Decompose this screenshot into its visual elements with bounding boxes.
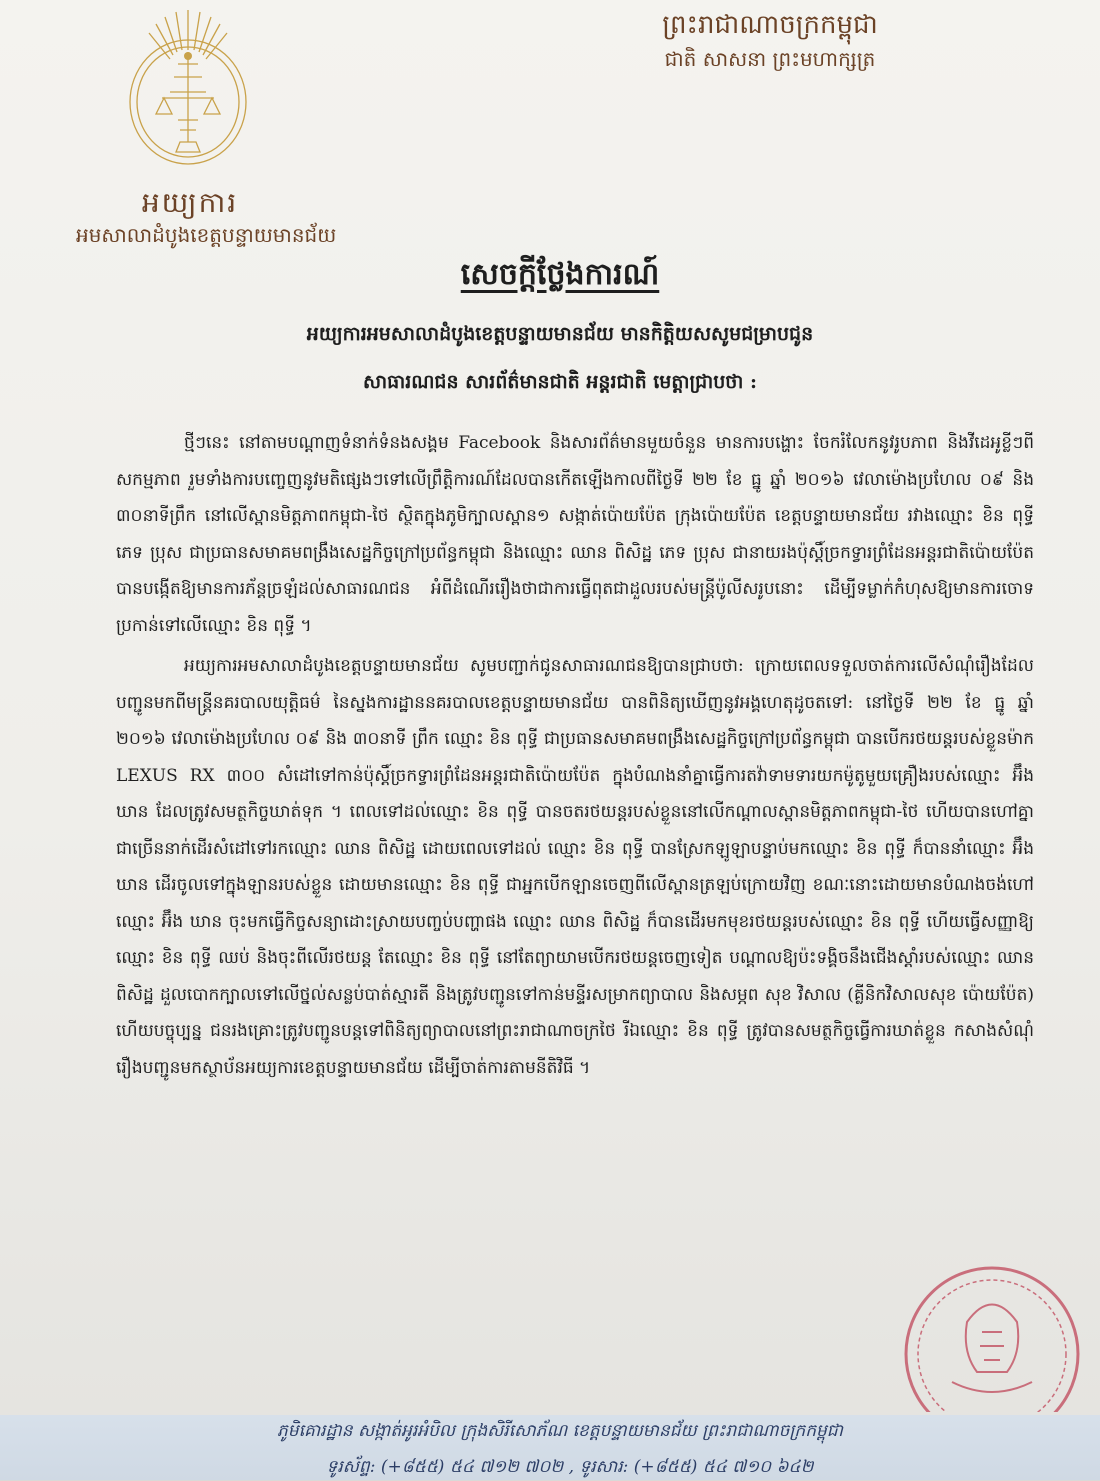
subtitle-line-1: អយ្យការអមសាលាដំបូងខេត្តបន្ទាយមានជ័យ មានកិត្តិយសសូមជម្រាបជូន: [306, 323, 814, 345]
footer-contact: ទូរស័ព្ទ: (+៨៥៥) ៥៤ ៧១២ ៧០២ , ទូរសារ: (+៨៥៥) ៥៤ ៧១០ ៦៤២: [326, 1457, 814, 1477]
national-motto: ជាតិ សាសនា ព្រះមហាក្សត្រ: [664, 47, 876, 71]
subtitle-line-2: សាធារណជន សារព័ត៌មានជាតិ អន្តរជាតិ មេត្តាជ្រាបថា :: [363, 371, 757, 393]
official-seal-icon: [872, 1262, 1082, 1412]
document-title: សេចក្តីថ្លែងការណ៍: [460, 257, 660, 292]
royal-emblem-icon: [118, 2, 258, 170]
ministry-subtitle: អមសាលាដំបូងខេត្តបន្ទាយមានជ័យ: [76, 223, 337, 247]
statement-body: [116, 425, 1034, 1090]
ministry-name: អយ្យការ: [141, 186, 239, 219]
kingdom-heading: ព្រះរាជាណាចក្រកម្ពុជា: [662, 10, 878, 40]
paragraph-1: ថ្មីៗនេះ នៅតាមបណ្តាញទំនាក់ទំនងសង្គម Facebook និងសារព័ត៌មានមួយចំនួន មានការបង្ហោះ ចែករំលែកនូវរូបភាព និងវីដេអូខ្លីៗពីសកម្មភាព រួមទាំងការបញ្ចេញនូវមតិផ្សេងៗទៅលើព្រឹត្តិការណ៍ដែលបានកើតឡើងកាលពីថ្ងៃទី ២២ ខែ ធ្នូ ឆ្នាំ ២០១៦ វេលាម៉ោងប្រហែល ០៩ និង ៣០នាទីព្រឹក នៅលើស្ពានមិត្តភាពកម្ពុជា-ថៃ ស្ថិតក្នុងភូមិក្បាលស្ពាន១ សង្កាត់ប៉ោយប៉ែត ក្រុងប៉ោយប៉ែត ខេត្តបន្ទាយមានជ័យ រវាងឈ្មោះ ខិន ពុទ្ធី ភេទ ប្រុស ជាប្រធានសមាគមពង្រឹងសេដ្ឋកិច្ចក្រៅប្រព័ន្ធកម្ពុជា និងឈ្មោះ ឈាន ពិសិដ្ឋ ភេទ ប្រុស ជានាយរងប៉ុស្តិ៍ច្រកទ្វារព្រំដែនអន្តរជាតិប៉ោយប៉ែត បានបង្កើតឱ្យមានការភ័ន្តច្រឡំដល់សាធារណជន អំពីដំណើររឿងថាជាការធ្វើពុតជាដួលរបស់មន្ត្រីប៉ូលីសរូបនោះ ដើម្បីទម្លាក់កំហុសឱ្យមានការចោទប្រកាន់ទៅលើឈ្មោះ ខិន ពុទ្ធី ។: [116, 433, 1034, 636]
paragraph-2: អយ្យការអមសាលាដំបូងខេត្តបន្ទាយមានជ័យ សូមបញ្ជាក់ជូនសាធារណជនឱ្យបានជ្រាបថា: ក្រោយពេលទទួលចាត់ការលើសំណុំរឿងដែលបញ្ជូនមកពីមន្ត្រីនគរបាលយុត្តិធម៌ នៃស្នងការដ្ឋាននគរបាលខេត្តបន្ទាយមានជ័យ បានពិនិត្យឃើញនូវអង្គហេតុដូចតទៅ: នៅថ្ងៃទី ២២ ខែ ធ្នូ ឆ្នាំ ២០១៦ វេលាម៉ោងប្រហែល ០៩ និង ៣០នាទី ព្រឹក ឈ្មោះ ខិន ពុទ្ធី ជាប្រធានសមាគមពង្រឹងសេដ្ឋកិច្ចក្រៅប្រព័ន្ធកម្ពុជា បានបើករថយន្តរបស់ខ្លួនម៉ាក LEXUS RX ៣០០ សំដៅទៅកាន់ប៉ុស្តិ៍ច្រកទ្វារព្រំដែនអន្តរជាតិប៉ោយប៉ែត ក្នុងបំណងនាំគ្នាធ្វើការតវ៉ាទាមទារយកម៉ូតូមួយគ្រឿងរបស់ឈ្មោះ អ៊ឹង ឃាន ដែលត្រូវសមត្ថកិច្ចឃាត់ទុក ។ ពេលទៅដល់ឈ្មោះ ខិន ពុទ្ធី បានចតរថយន្តរបស់ខ្លួននៅលើកណ្តាលស្ពានមិត្តភាពកម្ពុជា-ថៃ ហើយបានហៅគ្នាជាច្រើននាក់ដើរសំដៅទៅរកឈ្មោះ ឈាន ពិសិដ្ឋ ដោយពេលទៅដល់ ឈ្មោះ ខិន ពុទ្ធី បានស្រែកឡូឡាបន្ទាប់មកឈ្មោះ ខិន ពុទ្ធី ក៏បាននាំឈ្មោះ អ៊ឹង ឃាន ដើរចូលទៅក្នុងឡានរបស់ខ្លួន ដោយមានឈ្មោះ ខិន ពុទ្ធី ជាអ្នកបើកឡានចេញពីលើស្ពានត្រឡប់ក្រោយវិញ ខណៈនោះដោយមានបំណងចង់ហៅឈ្មោះ អ៊ឹង ឃាន ចុះមកធ្វើកិច្ចសន្យាដោះស្រាយបញ្ចប់បញ្ហាផង ឈ្មោះ ឈាន ពិសិដ្ឋ ក៏បានដើរមកមុខរថយន្តរបស់ឈ្មោះ ខិន ពុទ្ធី ហើយធ្វើសញ្ញាឱ្យឈ្មោះ ខិន ពុទ្ធី ឈប់ និងចុះពីលើរថយន្ត តែឈ្មោះ ខិន ពុទ្ធី នៅតែព្យាយាមបើករថយន្តចេញទៀត បណ្តាលឱ្យប៉ះទង្គិចនឹងជើងស្តាំរបស់ឈ្មោះ ឈាន ពិសិដ្ឋ ដួលបោកក្បាលទៅលើថ្នល់សន្លប់បាត់ស្មារតី និងត្រូវបញ្ជូនទៅកាន់មន្ទីរសម្រាកព្យាបាល និងសម្ភព សុខ វិសាល (គ្លីនិកវិសាលសុខ ប៉ោយប៉ែត) ហើយបច្ចុប្បន្ន ជនរងគ្រោះត្រូវបញ្ជូនបន្តទៅពិនិត្យព្យាបាលនៅព្រះរាជាណាចក្រថៃ រីឯឈ្មោះ ខិន ពុទ្ធី ត្រូវបានសមត្ថកិច្ចធ្វើការឃាត់ខ្លួន កសាងសំណុំរឿងបញ្ជូនមកស្ថាប័នអយ្យការខេត្តបន្ទាយមានជ័យ ដើម្បីចាត់ការតាមនីតិវិធី ។: [116, 656, 1034, 1078]
footer-address: ភូមិគោរដ្ឋាន សង្កាត់អូរអំបិល ក្រុងសិរីសោភ័ណ ខេត្តបន្ទាយមានជ័យ ព្រះរាជាណាចក្រកម្ពុជា: [277, 1421, 843, 1441]
